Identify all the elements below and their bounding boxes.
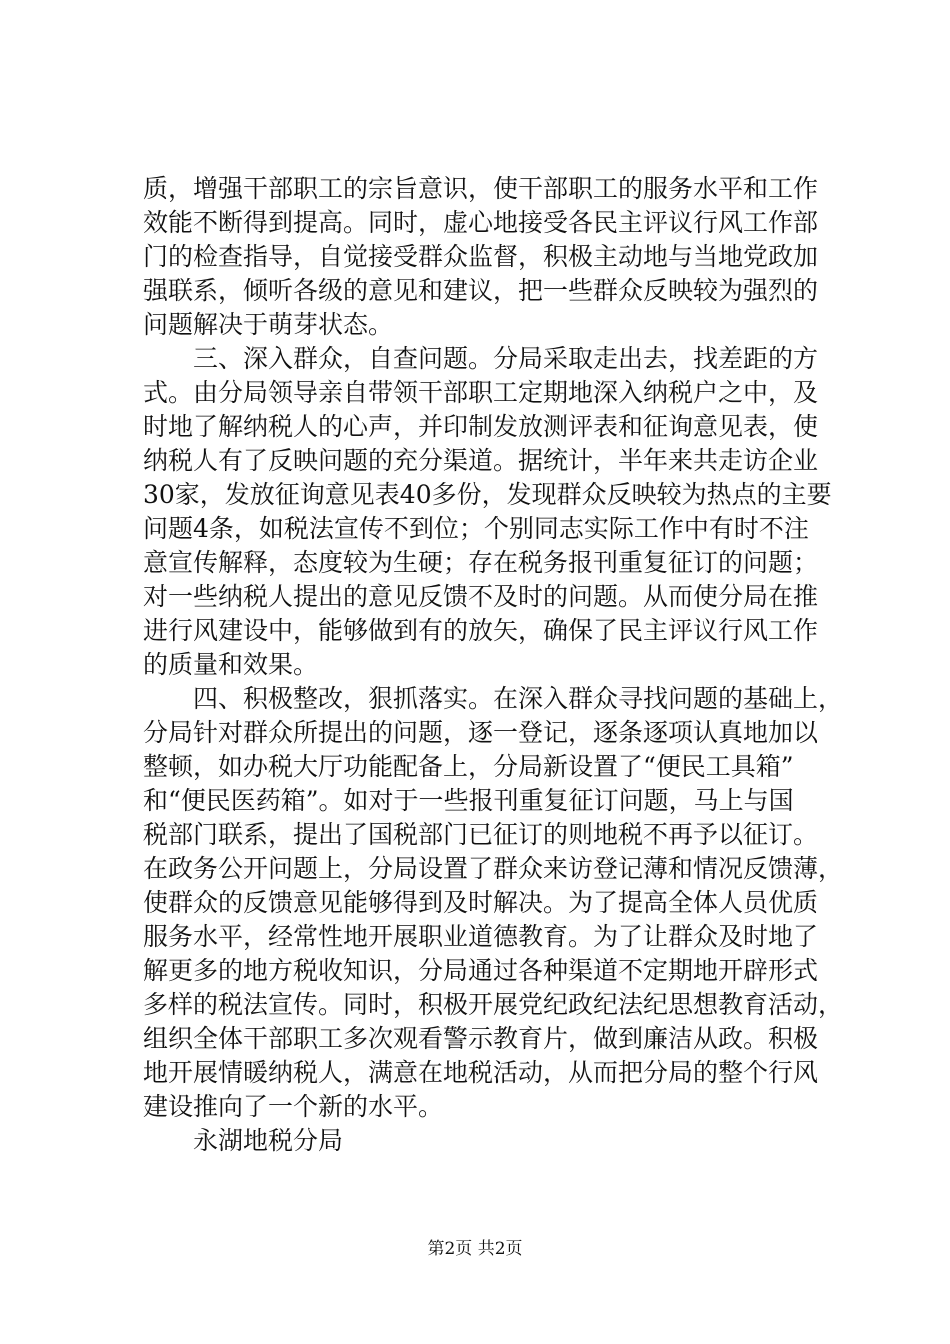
text-line: 整顿，如办税大厅功能配备上，分局新设置了“便民工具箱” <box>143 752 794 781</box>
text-line: 时地了解纳税人的心声，并印制发放测评表和征询意见表，使 <box>143 412 819 441</box>
body-text <box>143 172 844 1158</box>
text-line: 强联系，倾听各级的意见和建议，把一些群众反映较为强烈的 <box>143 276 819 305</box>
text-line: 的质量和效果。 <box>143 650 319 679</box>
signature-line: 永湖地税分局 <box>143 1126 344 1155</box>
text-line: 进行风建设中，能够做到有的放矢，确保了民主评议行风工作 <box>143 616 819 645</box>
text-line: 在政务公开问题上，分局设置了群众来访登记薄和情况反馈薄， <box>143 854 844 883</box>
text-line: 质，增强干部职工的宗旨意识，使干部职工的服务水平和工作 <box>143 174 819 203</box>
text-line: 税部门联系，提出了国税部门已征订的则地税不再予以征订。 <box>143 820 819 849</box>
text-line: 式。由分局领导亲自带领干部职工定期地深入纳税户之中，及 <box>143 378 819 407</box>
text-line: 分局针对群众所提出的问题，逐一登记，逐条逐项认真地加以 <box>143 718 819 747</box>
text-line: 纳税人有了反映问题的充分渠道。据统计，半年来共走访企业 <box>143 446 819 475</box>
text-line: 四、积极整改，狠抓落实。在深入群众寻找问题的基础上， <box>143 684 844 713</box>
text-line: 对一些纳税人提出的意见反馈不及时的问题。从而使分局在推 <box>143 582 819 611</box>
page-footer: 第2页 共2页 <box>427 1239 523 1259</box>
text-line: 组织全体干部职工多次观看警示教育片，做到廉洁从政。积极 <box>143 1024 819 1053</box>
text-line: 效能不断得到提高。同时，虚心地接受各民主评议行风工作部 <box>143 208 819 237</box>
text-line: 30家，发放征询意见表40多份，发现群众反映较为热点的主要 <box>143 480 832 509</box>
text-line: 门的检查指导，自觉接受群众监督，积极主动地与当地党政加 <box>143 242 819 271</box>
text-line: 解更多的地方税收知识，分局通过各种渠道不定期地开辟形式 <box>143 956 819 985</box>
text-line: 和“便民医药箱”。如对于一些报刊重复征订问题，马上与国 <box>143 786 794 815</box>
text-line: 服务水平，经常性地开展职业道德教育。为了让群众及时地了 <box>143 922 819 951</box>
text-line: 问题解决于萌芽状态。 <box>143 310 394 339</box>
text-line: 地开展情暖纳税人，满意在地税活动，从而把分局的整个行风 <box>143 1058 819 1087</box>
text-line: 多样的税法宣传。同时，积极开展党纪政纪法纪思想教育活动， <box>143 990 844 1019</box>
text-line: 意宣传解释，态度较为生硬；存在税务报刊重复征订的问题； <box>143 548 819 577</box>
text-line: 使群众的反馈意见能够得到及时解决。为了提高全体人员优质 <box>143 888 819 917</box>
text-line: 问题4条，如税法宣传不到位；个别同志实际工作中有时不注 <box>143 514 809 543</box>
text-line: 建设推向了一个新的水平。 <box>143 1092 444 1121</box>
text-line: 三、深入群众，自查问题。分局采取走出去，找差距的方 <box>143 344 819 373</box>
